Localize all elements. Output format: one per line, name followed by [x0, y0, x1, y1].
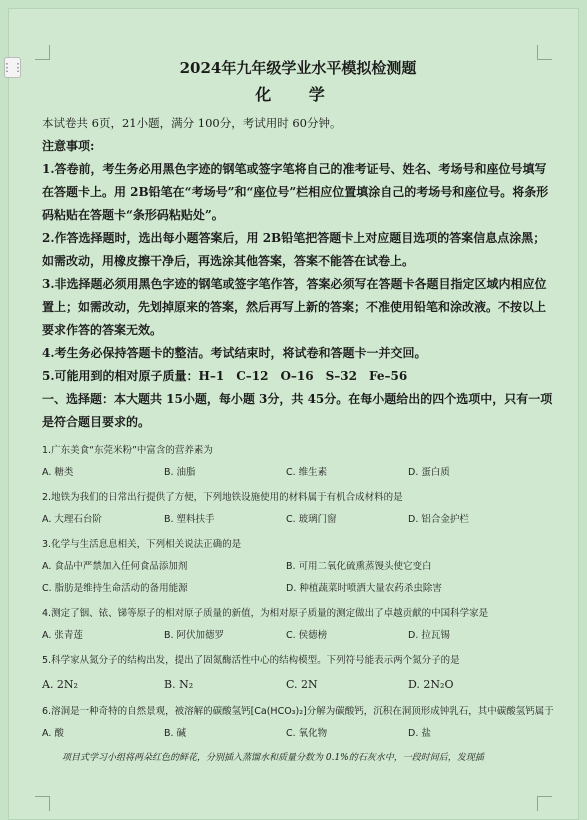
question-1-option-b: B. 油脂 — [164, 467, 196, 478]
section-heading: 一、选择题：本大题共 15小题，每小题 3分，共 45分。在每小题给出的四个选项中，只有一项是符合题目要求的。 — [42, 392, 553, 429]
notice-5: 5.可能用到的相对原子质量：H–1 C–12 O–16 S–32 Fe–56 — [42, 369, 408, 383]
question-6-option-d: D. 盐 — [408, 728, 431, 739]
crop-mark-bottom-left — [35, 796, 50, 811]
question-4-stem: 4.测定了铟、铱、锑等原子的相对原子质量的新值，为相对原子质量的测定做出了卓越贡献的中国科学家是 — [42, 608, 489, 619]
question-5-option-d: D. 2N₂O — [408, 678, 454, 691]
drag-handle-icon[interactable]: ⋮⋮ — [4, 57, 21, 78]
exam-subject: 化 学 — [255, 85, 341, 104]
question-2-stem: 2.地铁为我们的日常出行提供了方便，下列地铁设施使用的材料属于有机合成材料的是 — [42, 492, 403, 503]
exam-title: 2024年九年级学业水平模拟检测题 — [179, 59, 417, 77]
question-6-option-b: B. 碱 — [164, 728, 187, 739]
question-4-option-d: D. 拉瓦锡 — [408, 630, 450, 641]
document-content — [42, 56, 554, 768]
question-1-stem: 1.广东美食“东莞米粉”中富含的营养素为 — [42, 445, 213, 456]
question-1-options — [42, 462, 554, 484]
question-4-option-b: B. 阿伏加德罗 — [164, 630, 225, 641]
question-4-option-c: C. 侯德榜 — [286, 630, 328, 641]
question-3-options-row-1 — [42, 556, 554, 578]
question-3-option-b: B. 可用二氧化硫熏蒸馒头使它变白 — [286, 561, 432, 572]
question-3-option-d: D. 种植蔬菜时喷洒大量农药杀虫除害 — [286, 583, 442, 594]
question-6-stem: 6.溶洞是一种奇特的自然景观，被溶解的碳酸氢钙[Ca(HCO₃)₂]分解为碳酸钙，沉积在洞顶形成钟乳石，其中碳酸氢钙属于 — [42, 706, 554, 717]
question-5-option-c: C. 2N — [286, 678, 318, 691]
question-1-option-c: C. 维生素 — [286, 467, 328, 478]
question-6-option-c: C. 氧化物 — [286, 728, 328, 739]
question-2-options — [42, 509, 554, 531]
notice-title: 注意事项: — [42, 139, 95, 153]
question-1-option-d: D. 蛋白质 — [408, 467, 450, 478]
question-4-options — [42, 625, 554, 647]
question-2-option-c: C. 玻璃门窗 — [286, 514, 337, 525]
question-6-option-a: A. 酸 — [42, 728, 64, 739]
question-2-option-a: A. 大理石台阶 — [42, 514, 102, 525]
notice-3: 3.非选择题必须用黑色字迹的钢笔或签字笔作答，答案必须写在答题卡各题目指定区域内相应位置上；如需改动，先划掉原来的答案，然后再写上新的答案；不准使用铅笔和涂改液。不按以上要求作答的答案无效。 — [42, 277, 547, 337]
question-5-option-a: A. 2N₂ — [42, 678, 78, 691]
notice-1: 1.答卷前，考生务必用黑色字迹的钢笔或签字笔将自己的准考证号、姓名、考场号和座位号填写在答题卡上。用 2B铅笔在“考场号”和“座位号”栏相应位置填涂自己的考场号和座位号。将条形码粘贴在答题卡“条形码粘贴处”。 — [42, 162, 549, 222]
question-7-intro-partial: 项目式学习小组将两朵红色的鲜花，分别插入蒸馏水和质量分数为 0.1%的石灰水中，一段时间后，发现插 — [62, 753, 484, 763]
exam-intro: 本试卷共 6页，21小题，满分 100分，考试用时 60分钟。 — [42, 116, 342, 130]
question-4-option-a: A. 张青莲 — [42, 630, 83, 641]
question-5-stem: 5.科学家从氮分子的结构出发，提出了固氮酶活性中心的结构模型。下列符号能表示两个氮分子的是 — [42, 655, 460, 666]
question-5-option-b: B. N₂ — [164, 678, 194, 691]
question-1-option-a: A. 糖类 — [42, 467, 74, 478]
notice-4: 4.考生务必保持答题卡的整洁。考试结束时，将试卷和答题卡一并交回。 — [42, 346, 427, 360]
question-3-option-c: C. 脂肪是维持生命活动的备用能源 — [42, 583, 188, 594]
question-6-options — [42, 723, 554, 745]
question-2-option-d: D. 铝合金护栏 — [408, 514, 469, 525]
question-3-options-row-2 — [42, 578, 554, 600]
question-2-option-b: B. 塑料扶手 — [164, 514, 215, 525]
question-3-stem: 3.化学与生活息息相关，下列相关说法正确的是 — [42, 539, 242, 550]
question-5-options — [42, 672, 554, 698]
notice-2: 2.作答选择题时，选出每小题答案后，用 2B铅笔把答题卡上对应题目选项的答案信息点涂黑；如需改动，用橡皮擦干净后，再选涂其他答案，答案不能答在试卷上。 — [42, 231, 546, 268]
question-3-option-a: A. 食品中严禁加入任何食品添加剂 — [42, 561, 188, 572]
crop-mark-bottom-right — [537, 796, 552, 811]
